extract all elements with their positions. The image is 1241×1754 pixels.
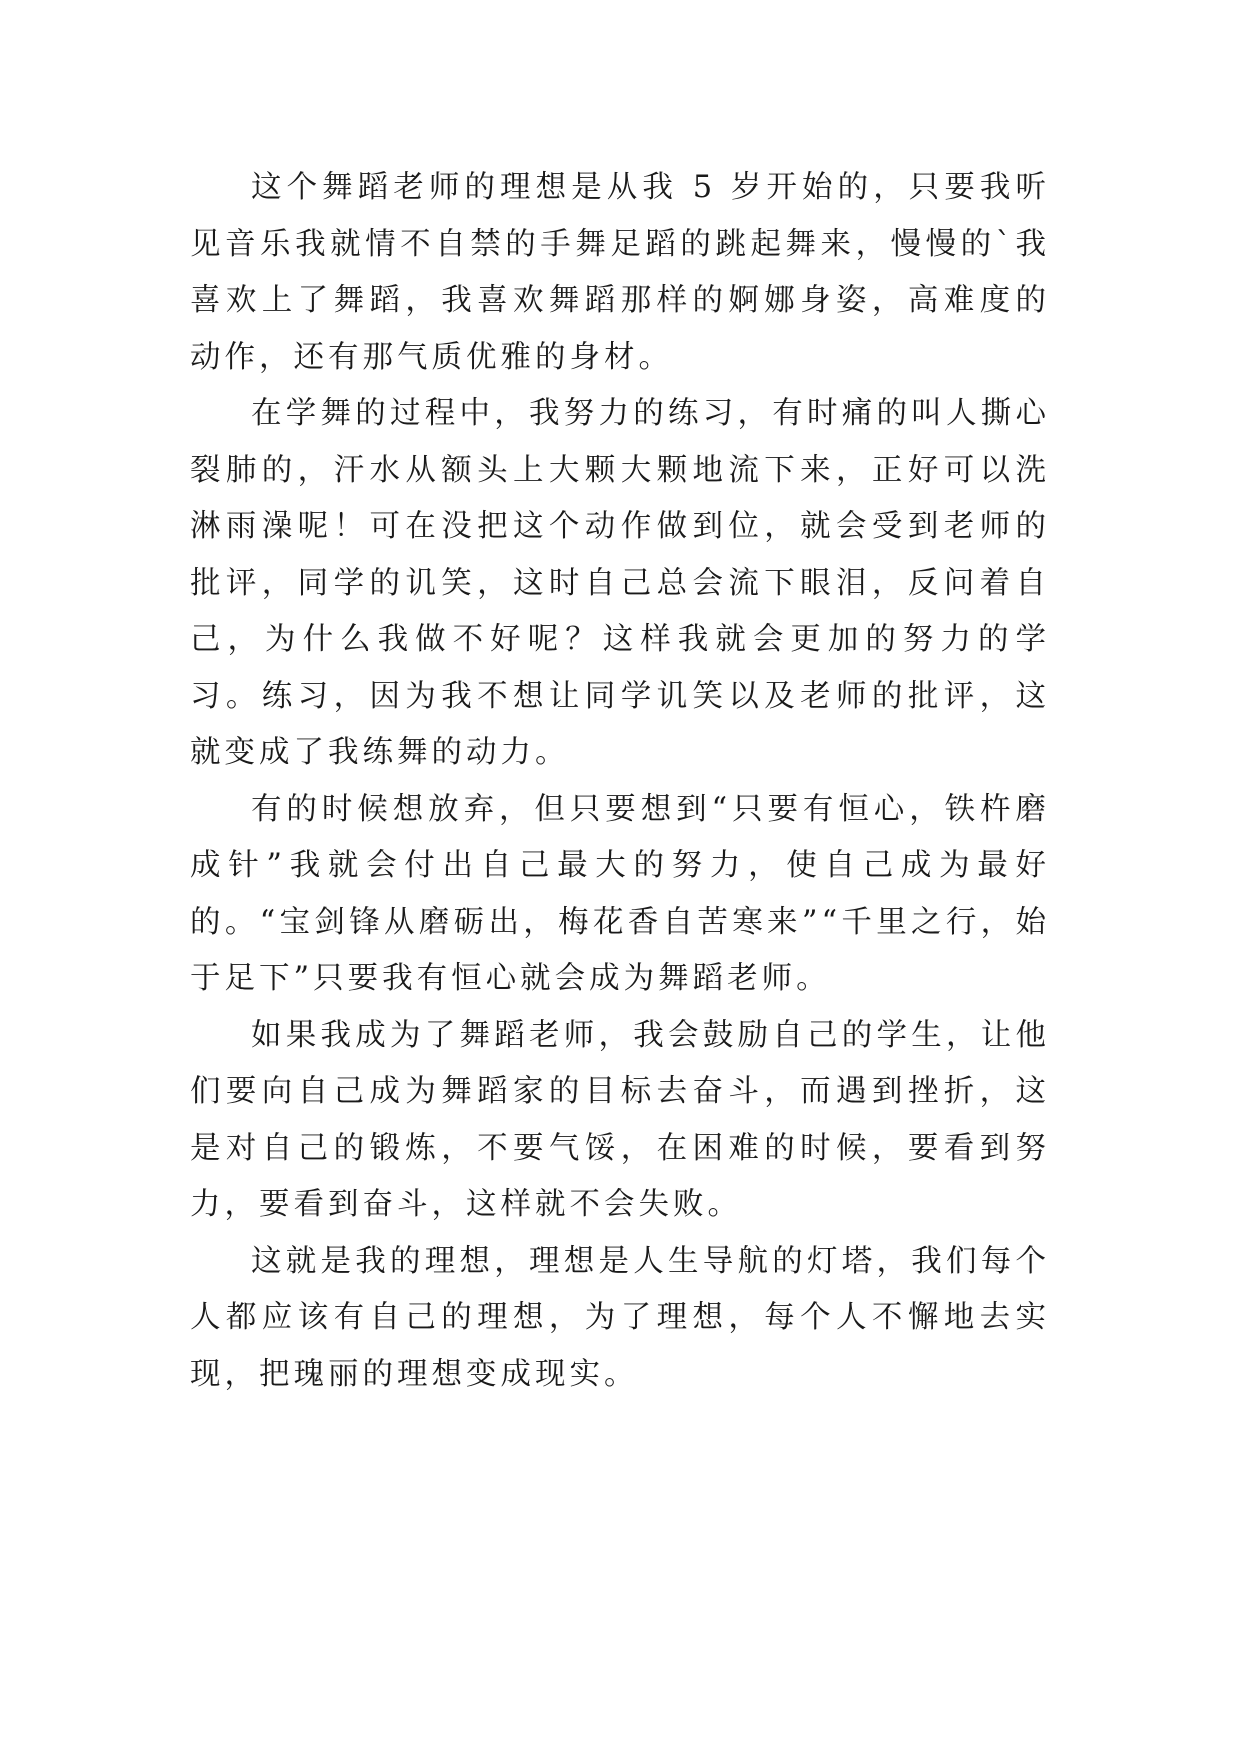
paragraph-3: 有的时候想放弃，但只要想到“只要有恒心，铁杵磨成针”我就会付出自己最大的努力，使自己成为最好的。“宝剑锋从磨砺出，梅花香自苦寒来”“千里之行，始于足下”只要我有恒心就会成为舞蹈老师。 [190, 791, 1050, 996]
paragraph-2: 在学舞的过程中，我努力的练习，有时痛的叫人撕心裂肺的，汗水从额头上大颗大颗地流下来，正好可以洗淋雨澡呢！可在没把这个动作做到位，就会受到老师的批评，同学的讥笑，这时自己总会流下眼泪，反问着自己，为什么我做不好呢？这样我就会更加的努力的学习。练习，因为我不想让同学讥笑以及老师的批评，这就变成了我练舞的动力。 [190, 396, 1050, 770]
document-body [190, 160, 1050, 1403]
paragraph-1: 这个舞蹈老师的理想是从我 5 岁开始的，只要我听见音乐我就情不自禁的手舞足蹈的跳起舞来，慢慢的`我喜欢上了舞蹈，我喜欢舞蹈那样的婀娜身姿，高难度的动作，还有那气质优雅的身材。 [190, 170, 1050, 375]
paragraph-4: 如果我成为了舞蹈老师，我会鼓励自己的学生，让他们要向自己成为舞蹈家的目标去奋斗，而遇到挫折，这是对自己的锻炼，不要气馁，在困难的时候，要看到努力，要看到奋斗，这样就不会失败。 [190, 1017, 1050, 1222]
paragraph-5: 这就是我的理想，理想是人生导航的灯塔，我们每个人都应该有自己的理想，为了理想，每个人不懈地去实现，把瑰丽的理想变成现实。 [190, 1243, 1050, 1392]
